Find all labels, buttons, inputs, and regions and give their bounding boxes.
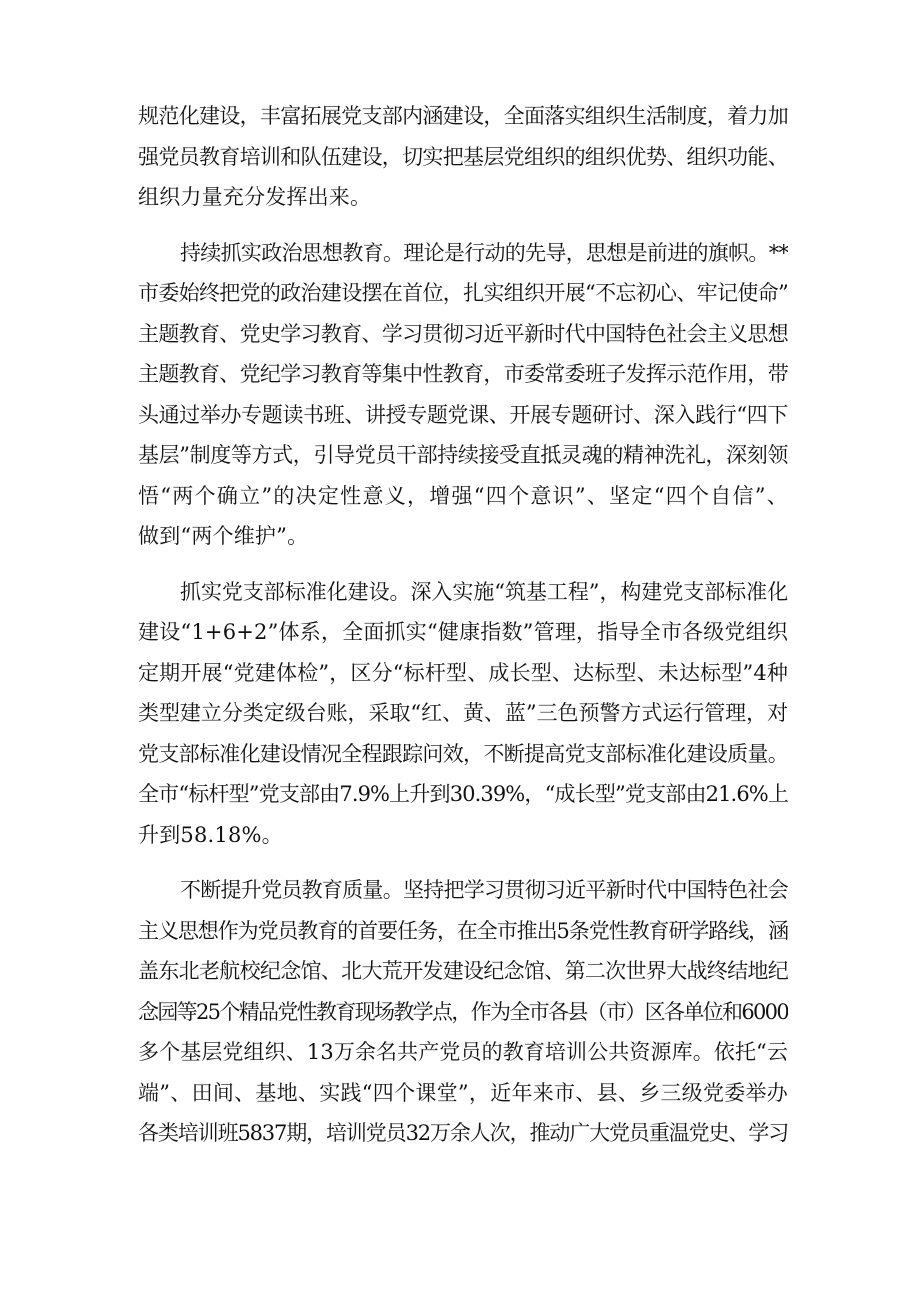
document-body xyxy=(138,96,788,1154)
text-line: 悟“两个确立”的决定性意义，增强“四个意识”、坚定“四个自信”、 xyxy=(138,483,788,508)
text-line: 市委始终把党的政治建设摆在首位，扎实组织开展“不忘初心、牢记使命” xyxy=(138,281,788,305)
text-line: 党支部标准化建设情况全程跟踪问效，不断提高党支部标准化建设质量。 xyxy=(138,741,788,766)
text-line: 组织力量充分发挥出来。 xyxy=(138,185,372,209)
text-line: 主义思想作为党员教育的首要任务，在全市推出5条党性教育研学路线，涵 xyxy=(138,918,788,943)
text-line: 升到58.18%。 xyxy=(138,822,283,847)
text-line: 各类培训班5837期，培训党员32万余人次，推动广大党员重温党史、学习 xyxy=(138,1121,788,1145)
text-line: 做到“两个维护”。 xyxy=(138,524,309,548)
text-line: 持续抓实政治思想教育。理论是行动的先导，思想是前进的旗帜。** xyxy=(180,240,788,265)
text-line: 念园等25个精品党性教育现场教学点，作为全市各县（市）区各单位和6000 xyxy=(138,999,788,1024)
text-line: 主题教育、党史学习教育、学习贯彻习近平新时代中国特色社会主义思想 xyxy=(138,321,788,346)
text-line: 基层”制度等方式，引导党员干部持续接受直抵灵魂的精神洗礼，深刻领 xyxy=(138,443,788,467)
text-line: 建设“1+6+2”体系，全面抓实“健康指数”管理，指导全市各级党组织 xyxy=(138,620,788,644)
text-line: 端”、田间、基地、实践“四个课堂”，近年来市、县、乡三级党委举办 xyxy=(138,1080,788,1105)
text-line: 抓实党支部标准化建设。深入实施“筑基工程”，构建党支部标准化 xyxy=(180,579,788,604)
paragraph-4 xyxy=(138,870,788,1154)
text-line: 多个基层党组织、13万余名共产党员的教育培训公共资源库。依托“云 xyxy=(138,1040,788,1064)
text-line: 不断提升党员教育质量。坚持把学习贯彻习近平新时代中国特色社会 xyxy=(180,878,788,902)
text-line: 盖东北老航校纪念馆、北大荒开发建设纪念馆、第二次世界大战终结地纪 xyxy=(138,959,788,983)
text-line: 强党员教育培训和队伍建设，切实把基层党组织的组织优势、组织功能、 xyxy=(138,144,788,169)
paragraph-1 xyxy=(138,96,788,218)
text-line: 规范化建设，丰富拓展党支部内涵建设，全面落实组织生活制度，着力加 xyxy=(138,104,788,128)
text-line: 主题教育、党纪学习教育等集中性教育，市委常委班子发挥示范作用，带 xyxy=(138,362,788,386)
text-line: 全市“标杆型”党支部由7.9%上升到30.39%，“成长型”党支部由21.6%上 xyxy=(138,782,788,806)
text-line: 头通过举办专题读书班、讲授专题党课、开展专题研讨、深入践行“四下 xyxy=(138,402,788,427)
text-line: 定期开展“党建体检”，区分“标杆型、成长型、达标型、未达标型”4种 xyxy=(138,660,788,685)
text-line: 类型建立分类定级台账，采取“红、黄、蓝”三色预警方式运行管理，对 xyxy=(138,701,788,725)
paragraph-2 xyxy=(138,233,788,557)
paragraph-3 xyxy=(138,572,788,856)
